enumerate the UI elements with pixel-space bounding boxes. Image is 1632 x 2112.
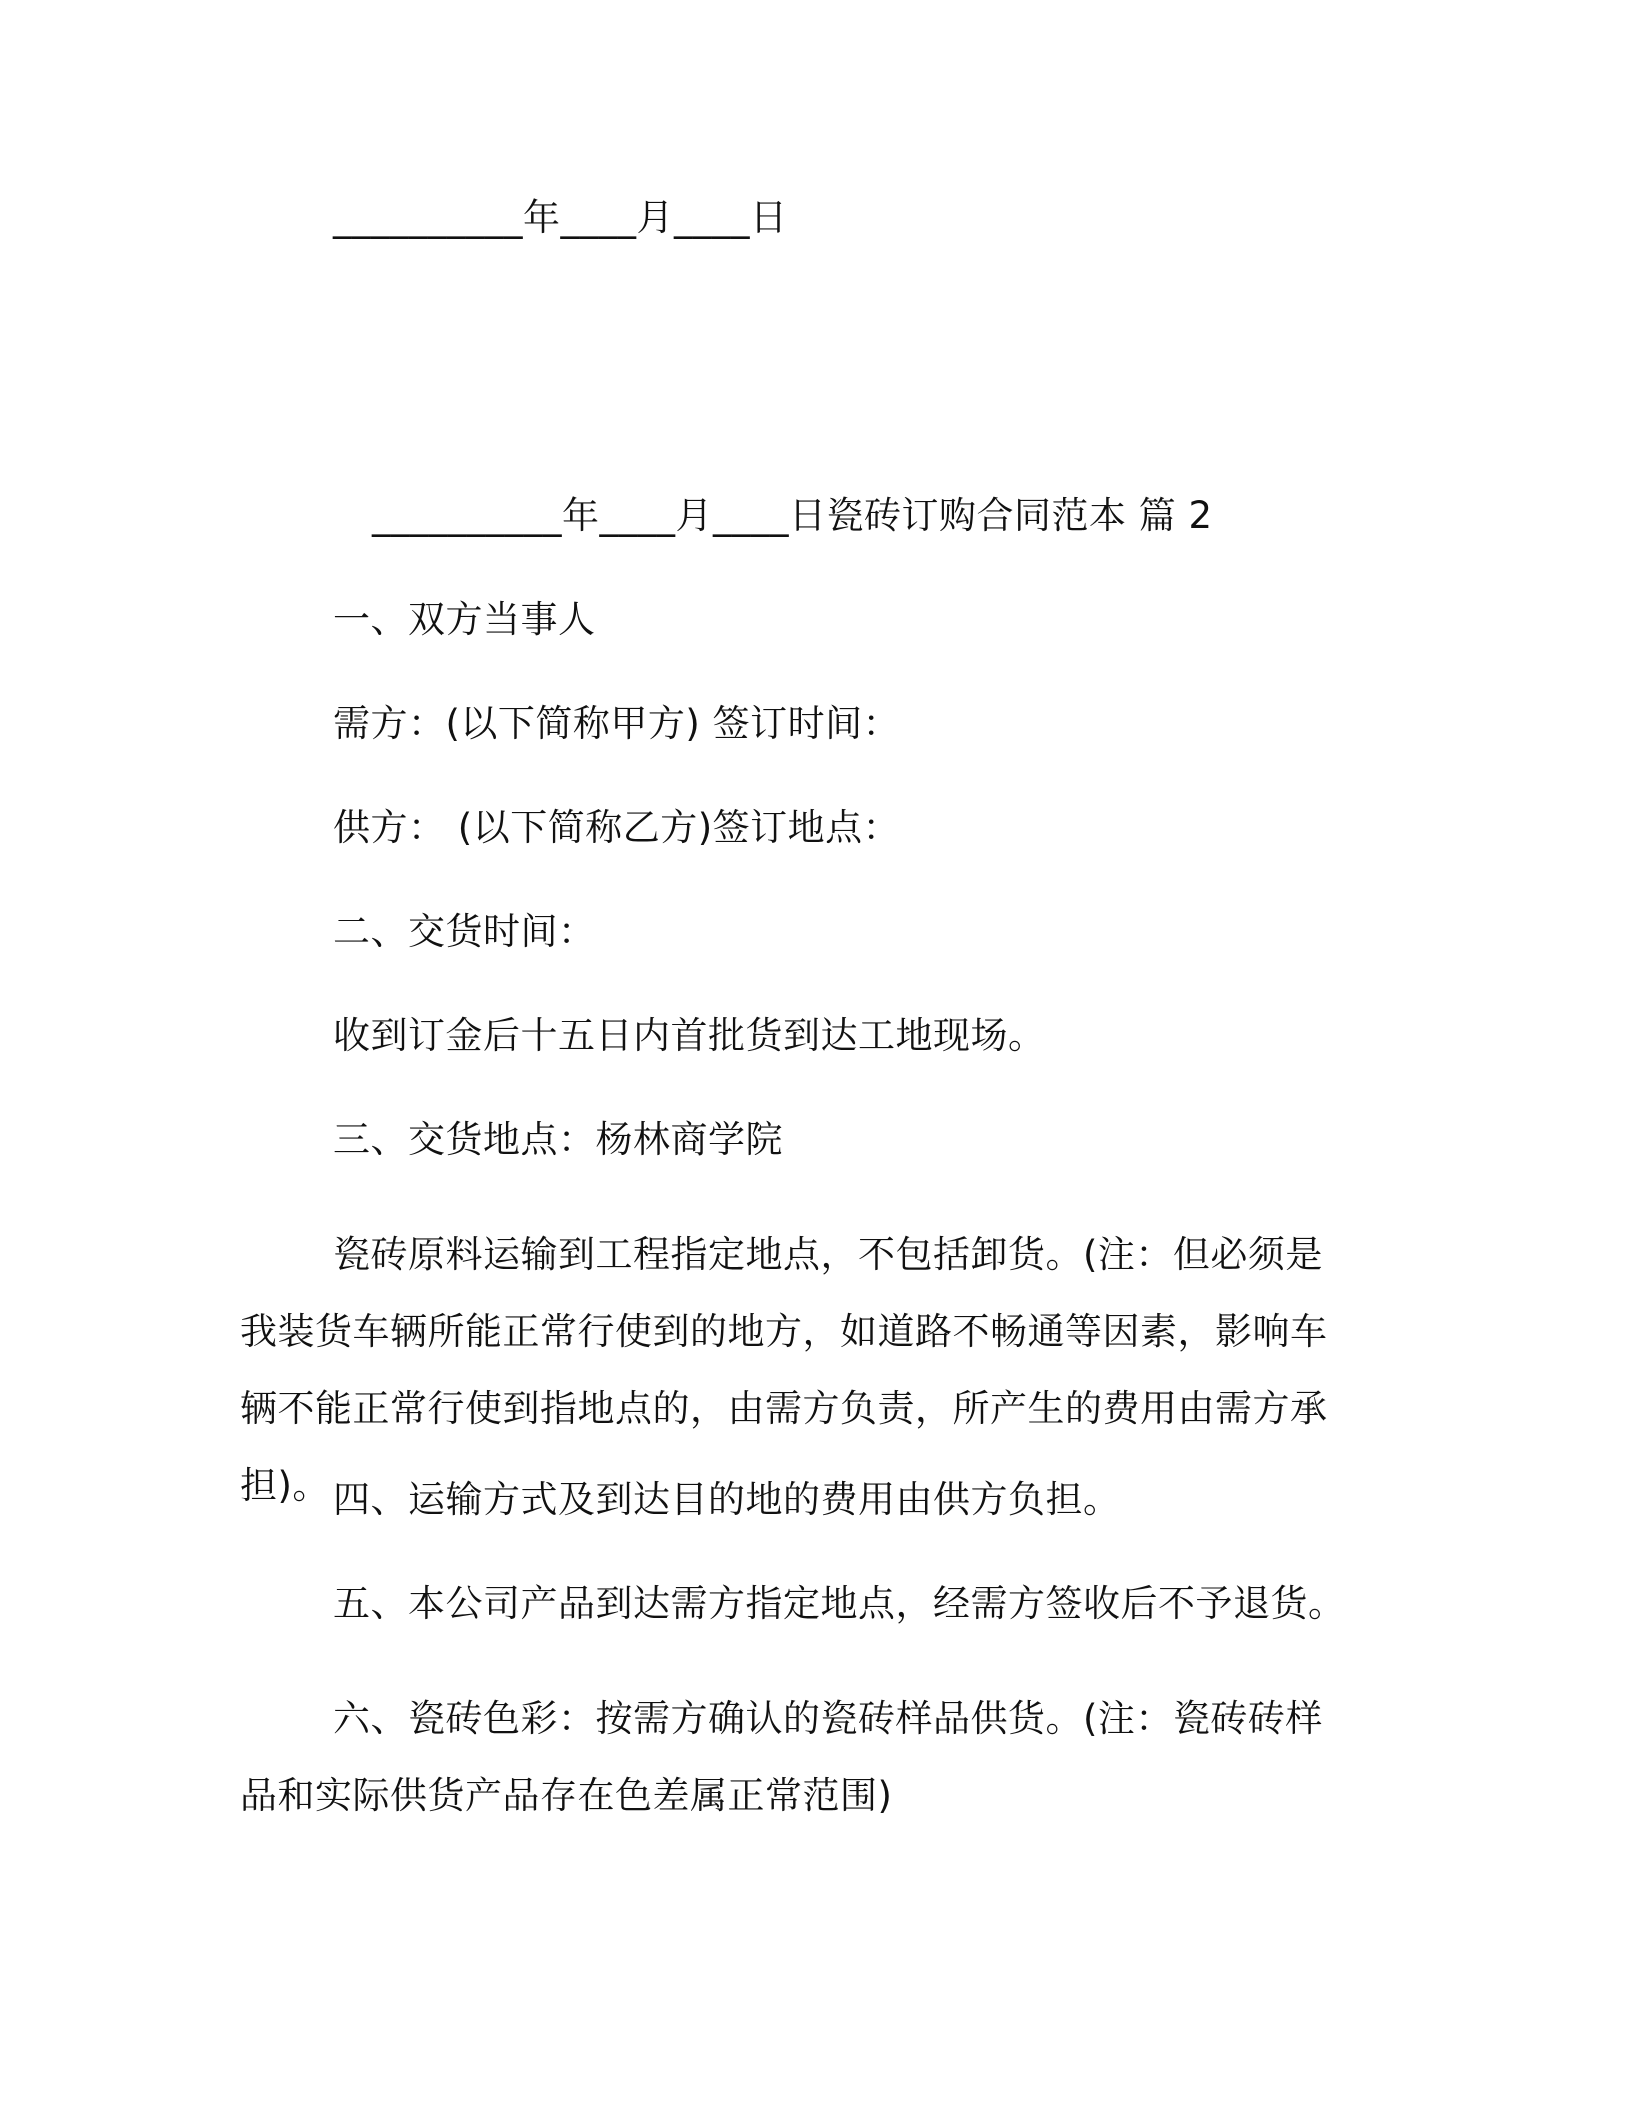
contract-title: __________年____月____日瓷砖订购合同范本 篇 2 [372,494,1213,537]
section-1-heading: 一、双方当事人 [333,598,596,641]
demand-party-line: 需方：(以下简称甲方) 签订时间： [333,702,901,745]
section-3-heading: 三、交货地点：杨林商学院 [333,1118,783,1161]
transport-note-paragraph: 瓷砖原料运输到工程指定地点，不包括卸货。(注：但必须是我装货车辆所能正常行使到的地方，如道路不畅通等因素，影响车辆不能正常行使到指地点的，由需方负责，所产生的费用由需方承担)。 [240,1233,1328,1507]
delivery-time-text: 收到订金后十五日内首批货到达工地现场。 [333,1014,1046,1057]
section-5-text: 五、本公司产品到达需方指定地点，经需方签收后不予退货。 [333,1582,1346,1625]
date-line: __________年____月____日 [333,196,788,239]
supply-party-line: 供方： (以下简称乙方)签订地点： [333,806,901,849]
section-6-paragraph: 六、瓷砖色彩：按需方确认的瓷砖样品供货。(注：瓷砖砖样品和实际供货产品存在色差属正常范围) [240,1697,1323,1817]
section-4-text: 四、运输方式及到达目的地的费用由供方负担。 [333,1478,1121,1521]
section-2-heading: 二、交货时间： [333,910,596,953]
